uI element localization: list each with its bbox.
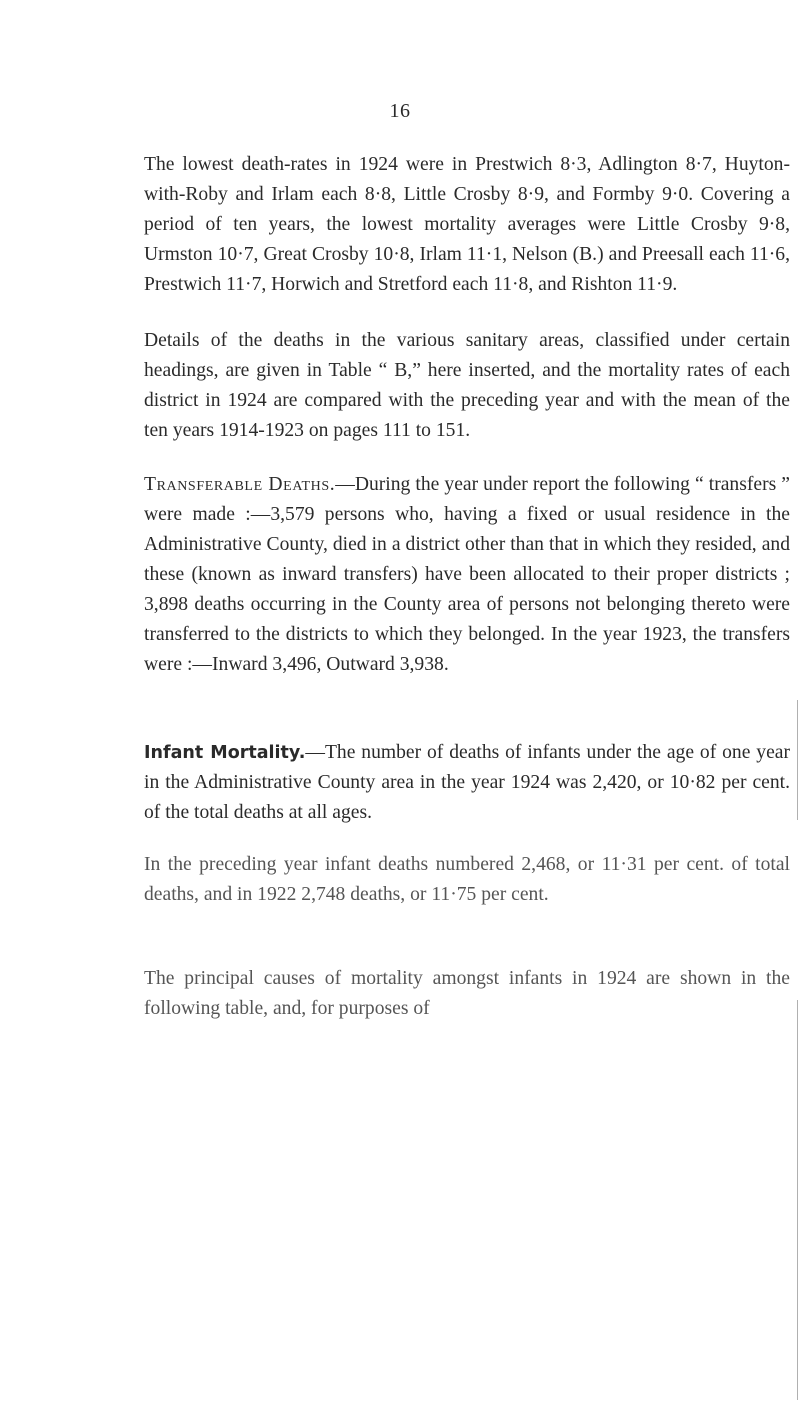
page-edge-shadow-lower bbox=[797, 1000, 798, 1400]
section-heading-transferable-deaths: Transferable Deaths. bbox=[144, 474, 336, 495]
paragraph-infant-mortality bbox=[144, 738, 790, 828]
section-heading-infant-mortality: Infant Mortality. bbox=[144, 743, 306, 763]
paragraph-transferable-deaths bbox=[144, 470, 790, 680]
paragraph-preceding-year: In the preceding year infant deaths numbered 2,468, or 11·31 per cent. of total deaths, and in 1922 2,748 deaths, or 11·75 per cent. bbox=[144, 854, 790, 905]
paragraph-lowest-death-rates: The lowest death-rates in 1924 were in Prestwich 8·3, Adlington 8·7, Huyton-with-Roby and Irlam each 8·8, Little Crosby 8·9, and Formby 9·0. Covering a period of ten years, the lowest mortality averages were Little Crosby 9·8, Urmston 10·7, Great Crosby 10·8, Irlam 11·1, Nelson (B.) and Preesall each 11·6, Prestwich 11·7, Horwich and Stretford each 11·8, and Rishton 11·9. bbox=[144, 154, 790, 295]
paragraph-infant-mortality-body: —The number of deaths of infants under the age of one year in the Administrative County area in the year 1924 was 2,420, or 10·82 per cent. of the total deaths at all ages. bbox=[144, 742, 790, 823]
paragraph-transferable-deaths-body: —During the year under report the following “ transfers ” were made :—3,579 persons who, having a fixed or usual residence in the Administrative County, died in a district other than that in which they resided, and these (known as inward transfers) have been allocated to their proper districts ; 3,898 deaths occurring in the County area of persons not belonging thereto were transferred to the districts to which they belonged. In the year 1923, the transfers were :—Inward 3,496, Outward 3,938. bbox=[144, 474, 790, 675]
paragraph-table-b-details: Details of the deaths in the various sanitary areas, classified under certain headings, are given in Table “ B,” here inserted, and the mortality rates of each district in 1924 are compared with the preceding year and with the mean of the ten years 1914-1923 on pages 111 to 151. bbox=[144, 330, 790, 441]
paragraph-principal-causes: The principal causes of mortality amongst infants in 1924 are shown in the following table, and, for purposes of bbox=[144, 968, 790, 1019]
page-edge-shadow bbox=[797, 700, 798, 820]
page-number: 16 bbox=[389, 100, 411, 122]
